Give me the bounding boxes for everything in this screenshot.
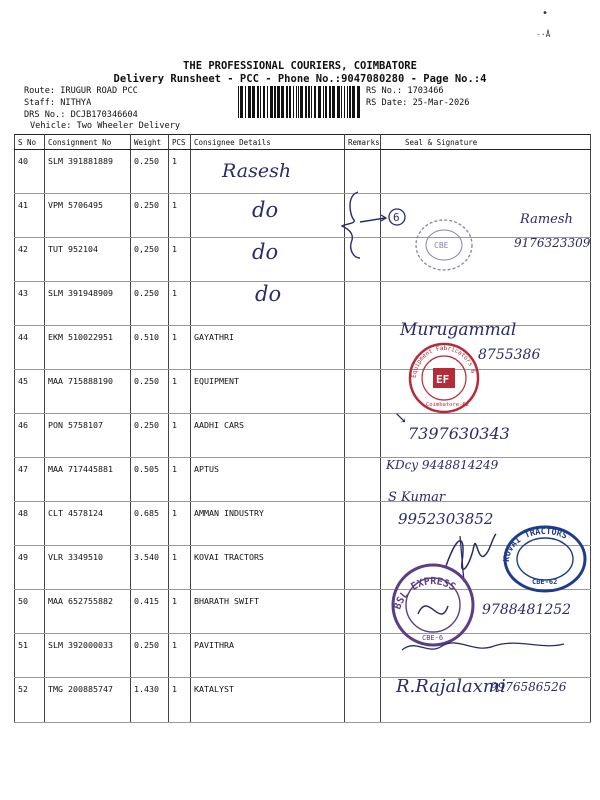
cell-pcs: 1 <box>169 150 191 194</box>
cell-seal <box>381 282 591 326</box>
table-row <box>15 194 591 238</box>
cell-sno: 45 <box>15 370 45 414</box>
table-row <box>15 458 591 502</box>
ramesh-name: Ramesh <box>520 212 573 227</box>
runsheet-title: Delivery Runsheet - PCC - Phone No.:9047080280 - Page No.:4 <box>113 73 487 85</box>
cell-consignment: EKM 510022951 <box>45 326 131 370</box>
cell-pcs: 1 <box>169 546 191 590</box>
phone-row51: 9788481252 <box>482 602 572 618</box>
staff-label: Staff: NITHYA <box>24 98 92 108</box>
handwriting-r43: do <box>255 282 282 306</box>
table-row <box>15 370 591 414</box>
cell-weight: 0,250 <box>131 238 169 282</box>
table-row <box>15 238 591 282</box>
cell-consignee: AADHI CARS <box>191 414 345 458</box>
cell-consignee: APTUS <box>191 458 345 502</box>
remarks-brace <box>340 188 416 262</box>
cell-remarks <box>345 150 381 194</box>
cell-sno: 48 <box>15 502 45 546</box>
cell-remarks <box>345 678 381 723</box>
cell-weight: 0.510 <box>131 326 169 370</box>
cell-weight: 0.250 <box>131 634 169 678</box>
vehicle-label: Vehicle: Two Wheeler Delivery <box>30 121 181 131</box>
bsl-stamp-line1: BSL EXPRESS <box>392 576 458 612</box>
cell-pcs: 1 <box>169 370 191 414</box>
phone-row47: KDcy 9448814249 <box>386 458 499 472</box>
signature-row48: S Kumar <box>388 490 446 505</box>
corner-mark-2: -·Å <box>536 30 551 39</box>
cell-consignment: MAA 652755882 <box>45 590 131 634</box>
equipment-stamp-line1: Equipment Fabricators & <box>410 344 477 379</box>
company-title: THE PROFESSIONAL COURIERS, COIMBATORE <box>183 60 417 72</box>
phone-row48: 9952303852 <box>398 510 494 528</box>
cell-sno: 52 <box>15 678 45 723</box>
cell-pcs: 1 <box>169 414 191 458</box>
col-remarks: Remarks <box>345 135 381 150</box>
col-sno: S No <box>15 135 45 150</box>
cell-pcs: 1 <box>169 634 191 678</box>
table-header-row <box>15 135 591 150</box>
signature-row52: R.Rajalaxmi <box>396 676 506 697</box>
cell-pcs: 1 <box>169 458 191 502</box>
barcode <box>237 86 360 118</box>
cell-pcs: 1 <box>169 326 191 370</box>
cell-remarks <box>345 546 381 590</box>
cell-weight: 0.685 <box>131 502 169 546</box>
cell-consignee: EQUIPMENT <box>191 370 345 414</box>
cell-sno: 50 <box>15 590 45 634</box>
ramesh-stamp <box>412 215 476 275</box>
cell-remarks <box>345 634 381 678</box>
cell-consignment: VPM 5706495 <box>45 194 131 238</box>
bsl-stamp-line2: CBE-6 <box>422 634 444 642</box>
col-pcs: PCS <box>169 135 191 150</box>
cell-sno: 47 <box>15 458 45 502</box>
route-label: Route: IRUGUR ROAD PCC <box>24 86 138 96</box>
equipment-stamp <box>406 340 482 416</box>
cell-seal <box>381 150 591 194</box>
handwriting-r40: Rasesh <box>222 160 292 182</box>
cell-remarks <box>345 414 381 458</box>
phone-row52: 9976586526 <box>490 680 567 694</box>
brace-number: 6 <box>393 211 400 224</box>
cell-consignment: SLM 391881889 <box>45 150 131 194</box>
svg-text:KOVAI TRACTORS <box>502 527 569 562</box>
drs-number: DRS No.: DCJB170346604 <box>24 110 138 120</box>
cell-weight: 0.250 <box>131 370 169 414</box>
cell-weight: 0.415 <box>131 590 169 634</box>
cell-sno: 42 <box>15 238 45 282</box>
cell-consignment: MAA 717445881 <box>45 458 131 502</box>
cell-weight: 0.250 <box>131 194 169 238</box>
phone-row45: 8755386 <box>478 347 541 363</box>
ramesh-stamp-text: CBE <box>434 241 449 250</box>
cell-remarks <box>345 590 381 634</box>
cell-consignment: SLM 391948909 <box>45 282 131 326</box>
cell-remarks <box>345 370 381 414</box>
cell-sno: 40 <box>15 150 45 194</box>
table-row <box>15 282 591 326</box>
cell-weight: 3.540 <box>131 546 169 590</box>
col-weight: Weight <box>131 135 169 150</box>
kovai-tractors-stamp <box>500 522 590 596</box>
cell-consignment: TMG 200885747 <box>45 678 131 723</box>
cell-pcs: 1 <box>169 194 191 238</box>
cell-sno: 49 <box>15 546 45 590</box>
signature-row51 <box>398 632 568 662</box>
cell-consignment: PON 5758107 <box>45 414 131 458</box>
phone-row46: 7397630343 <box>408 424 510 443</box>
cell-remarks <box>345 326 381 370</box>
rs-date: RS Date: 25-Mar-2026 <box>366 98 470 108</box>
cell-consignee: KOVAI TRACTORS <box>191 546 345 590</box>
cell-sno: 44 <box>15 326 45 370</box>
cell-weight: 1.430 <box>131 678 169 723</box>
cell-remarks <box>345 282 381 326</box>
cell-weight: 0.250 <box>131 150 169 194</box>
ramesh-phone: 9176323309 <box>514 236 591 250</box>
cell-consignment: VLR 3349510 <box>45 546 131 590</box>
cell-pcs: 1 <box>169 502 191 546</box>
cell-consignee: KATALYST <box>191 678 345 723</box>
handwriting-r42: do <box>252 240 279 264</box>
cell-pcs: 1 <box>169 282 191 326</box>
cell-weight: 0.250 <box>131 282 169 326</box>
col-consignment: Consignment No <box>45 135 131 150</box>
cell-consignment: SLM 392000033 <box>45 634 131 678</box>
cell-consignee: GAYATHRI <box>191 326 345 370</box>
cell-pcs: 1 <box>169 678 191 723</box>
corner-mark: • <box>542 8 549 19</box>
cell-consignee: BHARATH SWIFT <box>191 590 345 634</box>
cell-consignment: MAA 715888190 <box>45 370 131 414</box>
cell-remarks <box>345 502 381 546</box>
col-seal: Seal & Signature <box>381 135 591 150</box>
cell-remarks <box>345 458 381 502</box>
cell-weight: 0.505 <box>131 458 169 502</box>
kovai-stamp-line2: CBE-62 <box>532 578 558 586</box>
cell-pcs: 1 <box>169 590 191 634</box>
cell-sno: 51 <box>15 634 45 678</box>
equipment-stamp-mono: EF <box>436 373 450 386</box>
table-row <box>15 150 591 194</box>
col-consignee: Consignee Details <box>191 135 345 150</box>
signature-row46-mark: ↘ <box>394 408 408 427</box>
cell-weight: 0.250 <box>131 414 169 458</box>
cell-pcs: 1 <box>169 238 191 282</box>
handwriting-r41: do <box>252 198 279 222</box>
cell-sno: 43 <box>15 282 45 326</box>
cell-consignee: AMMAN INDUSTRY <box>191 502 345 546</box>
cell-consignment: TUT 952104 <box>45 238 131 282</box>
cell-consignee: PAVITHRA <box>191 634 345 678</box>
cell-sno: 41 <box>15 194 45 238</box>
cell-sno: 46 <box>15 414 45 458</box>
murugammal-signature: Murugammal <box>400 320 517 340</box>
kovai-stamp-line1: KOVAI TRACTORS <box>501 526 569 563</box>
equipment-stamp-line2: Coimbatore-62 <box>426 402 470 408</box>
rs-number: RS No.: 1703466 <box>366 86 444 96</box>
cell-consignment: CLT 4578124 <box>45 502 131 546</box>
